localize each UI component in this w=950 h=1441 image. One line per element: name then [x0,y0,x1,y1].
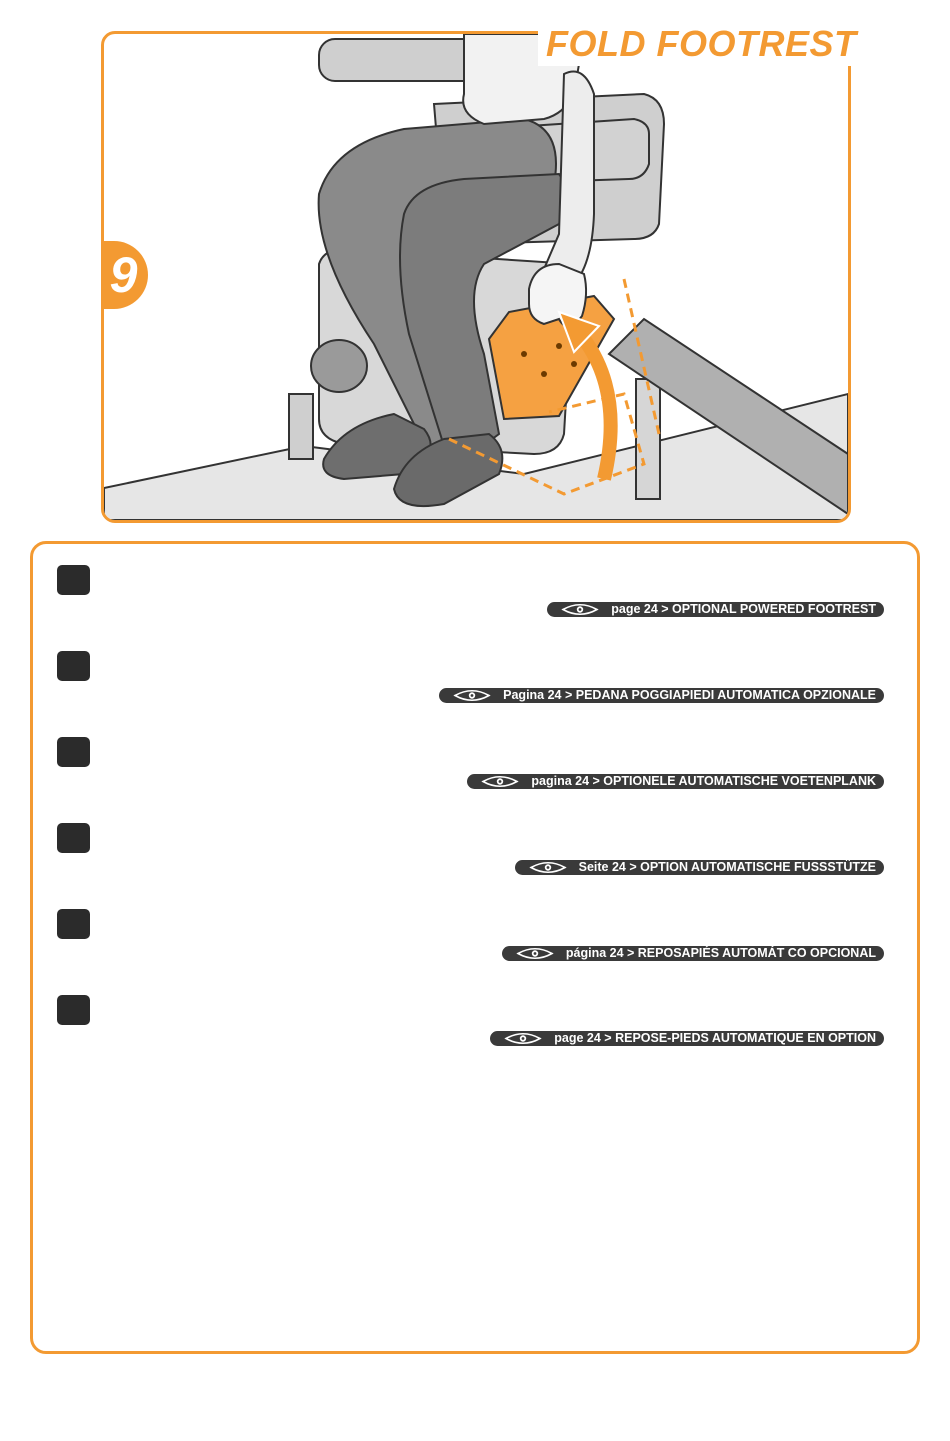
language-flag-square [57,823,90,853]
reference-text: page 24 > OPTIONAL POWERED FOOTREST [611,602,876,616]
language-flag-square [57,651,90,681]
illustration-frame [101,31,851,523]
eye-icon [453,689,491,702]
rail-post-right [636,379,660,499]
page-reference-link[interactable] [515,860,884,875]
language-flag-square [57,565,90,595]
language-flag-square [57,737,90,767]
page-reference-link[interactable] [467,774,884,789]
eye-icon [504,1032,542,1045]
reference-text: página 24 > REPOSAPIÉS AUTOMÁT CO OPCIONAL [565,946,876,960]
rail-end-cap [311,340,367,392]
page-reference-link[interactable] [490,1031,884,1046]
reference-text: pagina 24 > OPTIONELE AUTOMATISCHE VOETENPLANK [531,774,876,788]
hand [529,264,586,327]
language-flag-square [57,995,90,1025]
eye-icon [481,775,519,788]
reference-text: Pagina 24 > PEDANA POGGIAPIEDI AUTOMATICA OPZIONALE [503,688,876,702]
rail-post-left [289,394,313,459]
eye-icon [561,603,599,616]
reference-text: page 24 > REPOSE-PIEDS AUTOMATIQUE EN OPTION [554,1031,876,1045]
page-title: FOLD FOOTREST [538,22,864,66]
stairlift-illustration [104,34,848,520]
eye-icon [516,947,554,960]
language-panel [30,541,920,1354]
step-number-badge: 9 [101,241,148,309]
eye-icon [529,861,567,874]
page-reference-link[interactable] [439,688,884,703]
reference-text: Seite 24 > OPTION AUTOMATISCHE FUSSSTÜTZE [578,860,876,874]
language-flag-square [57,909,90,939]
page-reference-link[interactable] [547,602,884,617]
page-reference-link[interactable] [502,946,884,961]
